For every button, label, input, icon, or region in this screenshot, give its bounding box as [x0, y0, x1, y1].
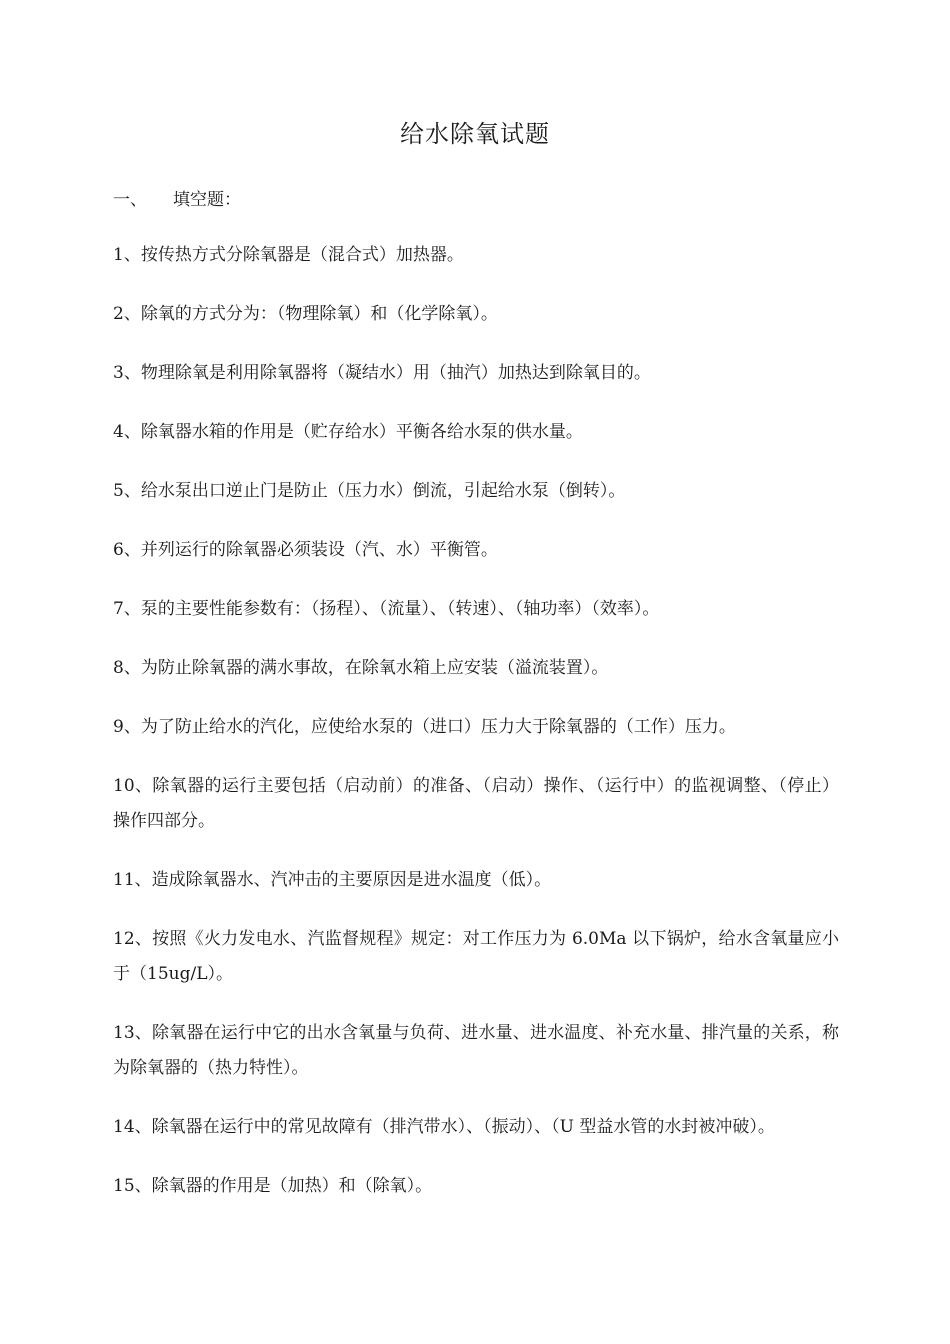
question-item: 4、除氧器水箱的作用是（贮存给水）平衡各给水泵的供水量。 [113, 422, 583, 442]
section-number: 一、 [113, 190, 147, 210]
section-heading [113, 186, 241, 214]
question-item: 7、泵的主要性能参数有：（扬程）、（流量）、（转速）、（轴功率）（效率）。 [113, 599, 660, 619]
question-item: 9、为了防止给水的汽化，应使给水泵的（进口）压力大于除氧器的（工作）压力。 [113, 717, 736, 737]
document-title: 给水除氧试题 [400, 120, 550, 148]
question-item: 10、除氧器的运行主要包括（启动前）的准备、（启动）操作、（运行中）的监视调整、（停止）操作四部分。 [113, 776, 839, 831]
question-item: 1、按传热方式分除氧器是（混合式）加热器。 [113, 245, 464, 265]
question-item: 5、给水泵出口逆止门是防止（压力水）倒流，引起给水泵（倒转）。 [113, 481, 626, 501]
question-item: 13、除氧器在运行中它的出水含氧量与负荷、进水量、进水温度、补充水量、排汽量的关系，称为除氧器的（热力特性）。 [113, 1023, 839, 1078]
section-label: 填空题： [173, 190, 241, 210]
question-item: 2、除氧的方式分为：（物理除氧）和（化学除氧）。 [113, 304, 498, 324]
question-item: 3、物理除氧是利用除氧器将（凝结水）用（抽汽）加热达到除氧目的。 [113, 363, 651, 383]
question-list [113, 238, 839, 1228]
question-item: 12、按照《火力发电水、汽监督规程》规定：对工作压力为 6.0Ma 以下锅炉，给水含氧量应小于（15ug/L）。 [113, 929, 839, 984]
question-item: 14、除氧器在运行中的常见故障有（排汽带水）、（振动）、（U 型益水管的水封被冲破）。 [113, 1117, 775, 1137]
question-item: 6、并列运行的除氧器必须装设（汽、水）平衡管。 [113, 540, 498, 560]
question-item: 11、造成除氧器水、汽冲击的主要原因是进水温度（低）。 [113, 870, 552, 890]
question-item: 15、除氧器的作用是（加热）和（除氧）。 [113, 1176, 433, 1196]
question-item: 8、为防止除氧器的满水事故，在除氧水箱上应安装（溢流装置）。 [113, 658, 609, 678]
